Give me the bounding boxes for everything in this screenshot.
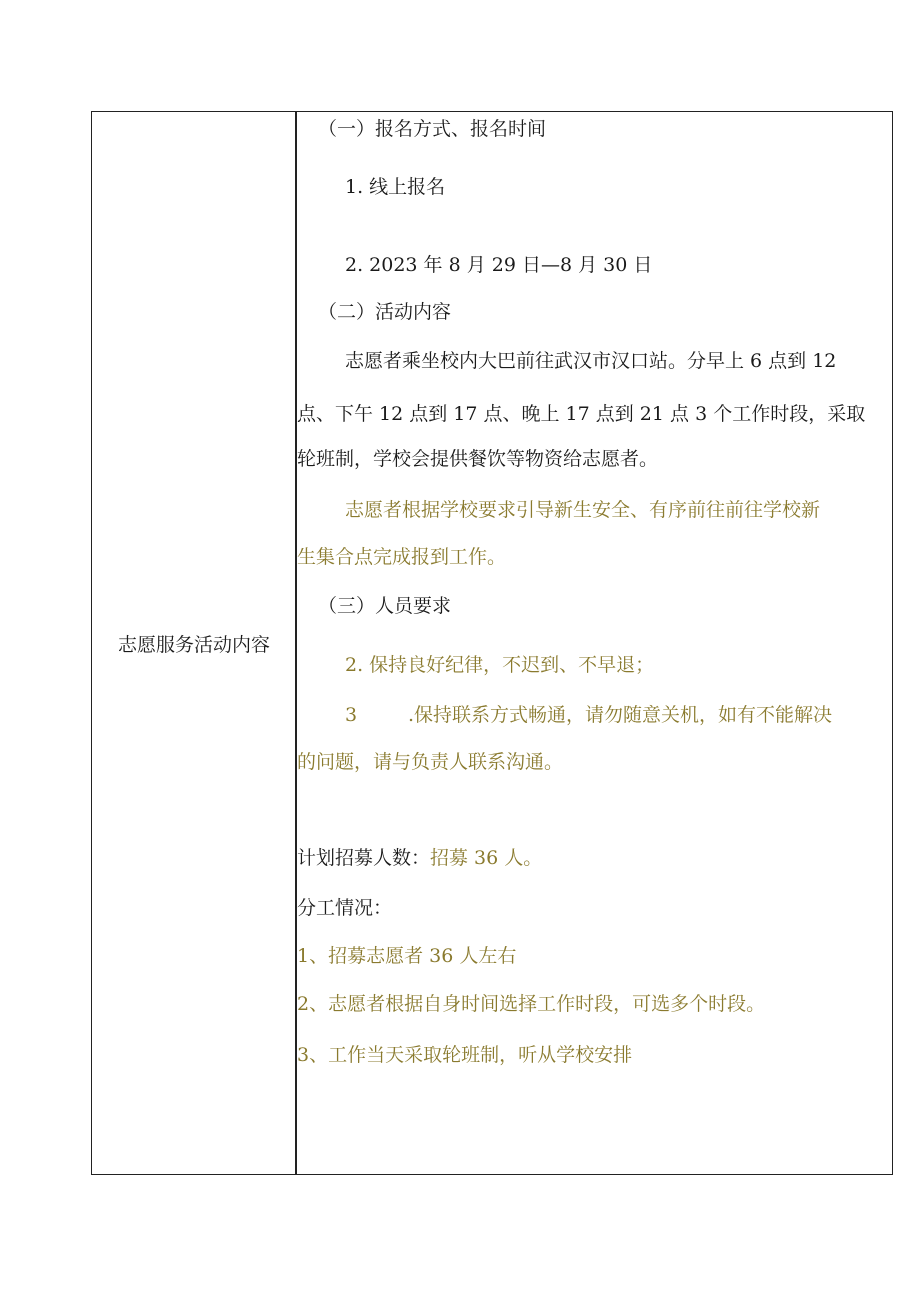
section2-para2-line2: 生集合点完成报到工作。 bbox=[297, 546, 507, 568]
section1-item-1: 1. 线上报名 bbox=[345, 176, 446, 198]
section2-para1-line1: 志愿者乘坐校内大巴前往武汉市汉口站。分早上 6 点到 12 bbox=[345, 350, 837, 372]
recruit-label: 计划招募人数： bbox=[297, 847, 431, 869]
division-item-3: 3、工作当天采取轮班制，听从学校安排 bbox=[297, 1044, 633, 1066]
division-item-2: 2、志愿者根据自身时间选择工作时段，可选多个时段。 bbox=[297, 993, 766, 1015]
section2-heading: （二）活动内容 bbox=[318, 301, 452, 323]
section3-item-2: 2. 保持良好纪律，不迟到、不早退； bbox=[345, 654, 655, 676]
section1-item-2: 2. 2023 年 8 月 29 日—8 月 30 日 bbox=[345, 254, 653, 276]
section3-item-3-line1: .保持联系方式畅通，请勿随意关机，如有不能解决 bbox=[408, 704, 833, 726]
section1-heading: （一）报名方式、报名时间 bbox=[318, 118, 547, 140]
division-item-1: 1、招募志愿者 36 人左右 bbox=[297, 945, 517, 967]
row-label: 志愿服务活动内容 bbox=[117, 634, 270, 656]
recruit-value: 招募 36 人。 bbox=[430, 847, 543, 869]
division-label: 分工情况： bbox=[297, 897, 393, 919]
section2-para1-line3: 轮班制，学校会提供餐饮等物资给志愿者。 bbox=[297, 448, 659, 470]
section2-para1-line2: 点、下午 12 点到 17 点、晚上 17 点到 21 点 3 个工作时段，采取 bbox=[297, 403, 866, 425]
recruit-line bbox=[297, 843, 542, 873]
section2-para2-line1: 志愿者根据学校要求引导新生安全、有序前往前往学校新 bbox=[345, 499, 821, 521]
section3-item-3-line2: 的问题，请与负责人联系沟通。 bbox=[297, 751, 564, 773]
section3-heading: （三）人员要求 bbox=[318, 595, 452, 617]
section3-item-3-number: 3 bbox=[345, 704, 358, 726]
